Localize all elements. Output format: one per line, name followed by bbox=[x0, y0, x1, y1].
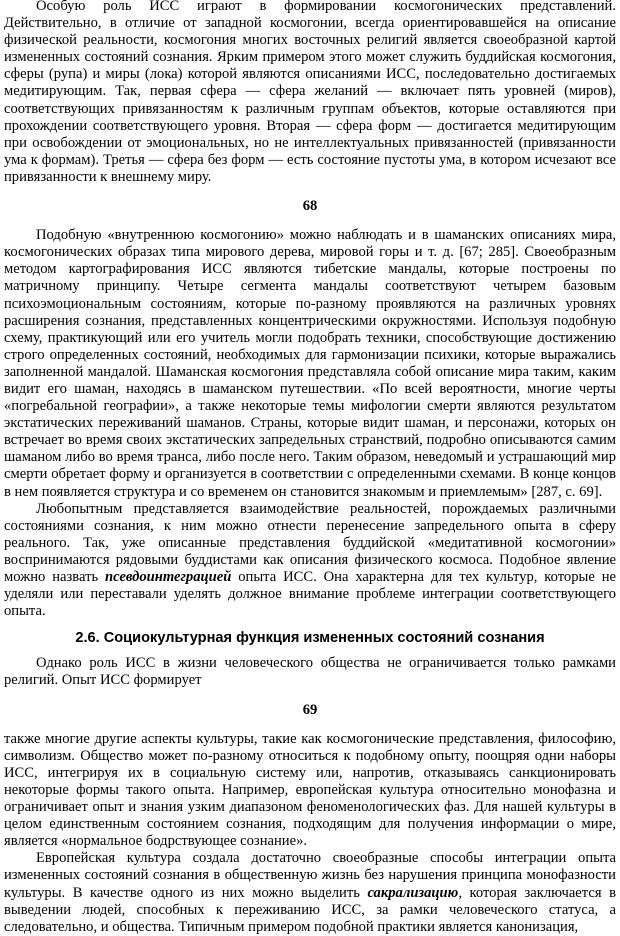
paragraph-sacralization bbox=[4, 850, 616, 935]
paragraph-culture-aspects: также многие другие аспекты культуры, такие как космогонические представления, философию, символизм. Общество может по-разному относиться к подобному опыту, поощряя одни наборы ИСС, интегрируя их в социальную систему или, напротив, отказываясь санкционировать некоторые формы такого опыта. Например, европейская культура относительно монофазна и ограничивает опыт и знания узким диапазоном феноменологических фаз. Для нашей культуры в целом единственным состоянием сознания, подходящим для получения информации о мире, является «нормальное бодрствующее сознание». bbox=[4, 730, 616, 850]
text-segment: Любопытным представляется взаимодействие реальностей, порождаемых различными состояниями сознания, к ним можно отнести перенесение запредельного опыта в сферу реального. Так, уже описанные представления буддийской «медитативной космогонии» воспринимаются рядовыми буддистами как описания физического космоса. Подобное явление можно назвать bbox=[4, 500, 616, 585]
text-segment: Европейская культура создала достаточно своеобразные способы интеграции опыта измененных состояний сознания в общественную жизнь без нарушения принципа монофазности культуры. В качестве одного из них можно выделить bbox=[4, 850, 616, 901]
page-number-69: 69 bbox=[302, 701, 318, 718]
paragraph-shamanic-cosmogony: Подобную «внутреннюю космогонию» можно наблюдать и в шаманских описаниях мира, космогонических образах типа мирового дерева, мировой горы и т. д. [67; 285]. Своеобразным методом картографирования ИСС являются тибетские мандалы, которые построены по матричному принципу. Четыре сегмента мандалы соответствуют четырем базовым психоэмоциональным состояниям, которые по-разному проявляются на различных уровнях расширения сознания, представленных концентрическими окружностями. Используя подобную схему, практикующий или его учитель могли подобрать техники, способствующие достижению строго определенных состояний, необходимых для гармонизации психики, которые выражались заполненной мандалой. Шаманская космогония представляла собой описание мира таким, каким видит его шаман, находясь в шаманском путешествии. «По всей вероятности, многие черты «погребальной географии», а также некоторые темы мифологии смерти являются результатом экстатических переживаний шаманов. Страны, которые видит шаман, и персонажи, которых он встречает во время своих экстатических запредельных странствий, подробно описываются самим шаманом либо во время транса, либо после него. Таким образом, неведомый и устрашающий мир смерти обретает форму и организуется в соответствии с определенными схемами. В конце концов в нем появляется структура и со временем он становится знакомым и приемлемым» [287, с. 69]. bbox=[4, 227, 616, 500]
text-segment: , которая заключается в выведении людей, способных к переживанию ИСС, за рамки человеческого статуса, а следовательно, и общества. Типичным примером подобной практики является канонизация, bbox=[4, 884, 616, 935]
page-number-68: 68 bbox=[302, 198, 318, 215]
section-heading: 2.6. Социокультурная функция измененных состояний сознания bbox=[75, 630, 545, 647]
paragraph-role-of-iss: Однако роль ИСС в жизни человеческого общества не ограничивается только рамками религий. Опыт ИСС формирует bbox=[4, 655, 616, 689]
paragraph-pseudointegration bbox=[4, 501, 616, 621]
paragraph-buddhist-cosmogony: Особую роль ИСС играют в формировании космогонических представлений. Действительно, в отличие от западной космогонии, всегда ориентировавшейся на описание физической реальности, космогония многих восточных религий является своеобразной картой измененных состояний сознания. Ярким примером этого может служить буддийская космогония, сферы (рупа) и миры (лока) которой являются описаниями ИСС, последовательно достигаемых медитирующим. Так, первая сфера — сфера желаний — включает пять уровней (миров), соответствующих привязанностям к различным группам объектов, которые оставляются при прохождении соответствующего уровня. Вторая — сфера форм — достигается медитирующим при освобождении от эмоциональных, но не интеллектуальных привязанностей (привязанности ума к формам). Третья — сфера без форм — есть состояние пустоты ума, в котором исчезают все привязанности к внешнему миру. bbox=[4, 0, 616, 185]
term-pseudointegration: псевдоинтеграцией bbox=[105, 569, 232, 585]
text-segment: опыта ИСС. Она характерна для тех культур, которые не уделяли или переставали уделять должное внимание проблеме интеграции соответствующего опыта. bbox=[4, 569, 616, 620]
term-sacralization: сакрализацию bbox=[367, 884, 459, 901]
